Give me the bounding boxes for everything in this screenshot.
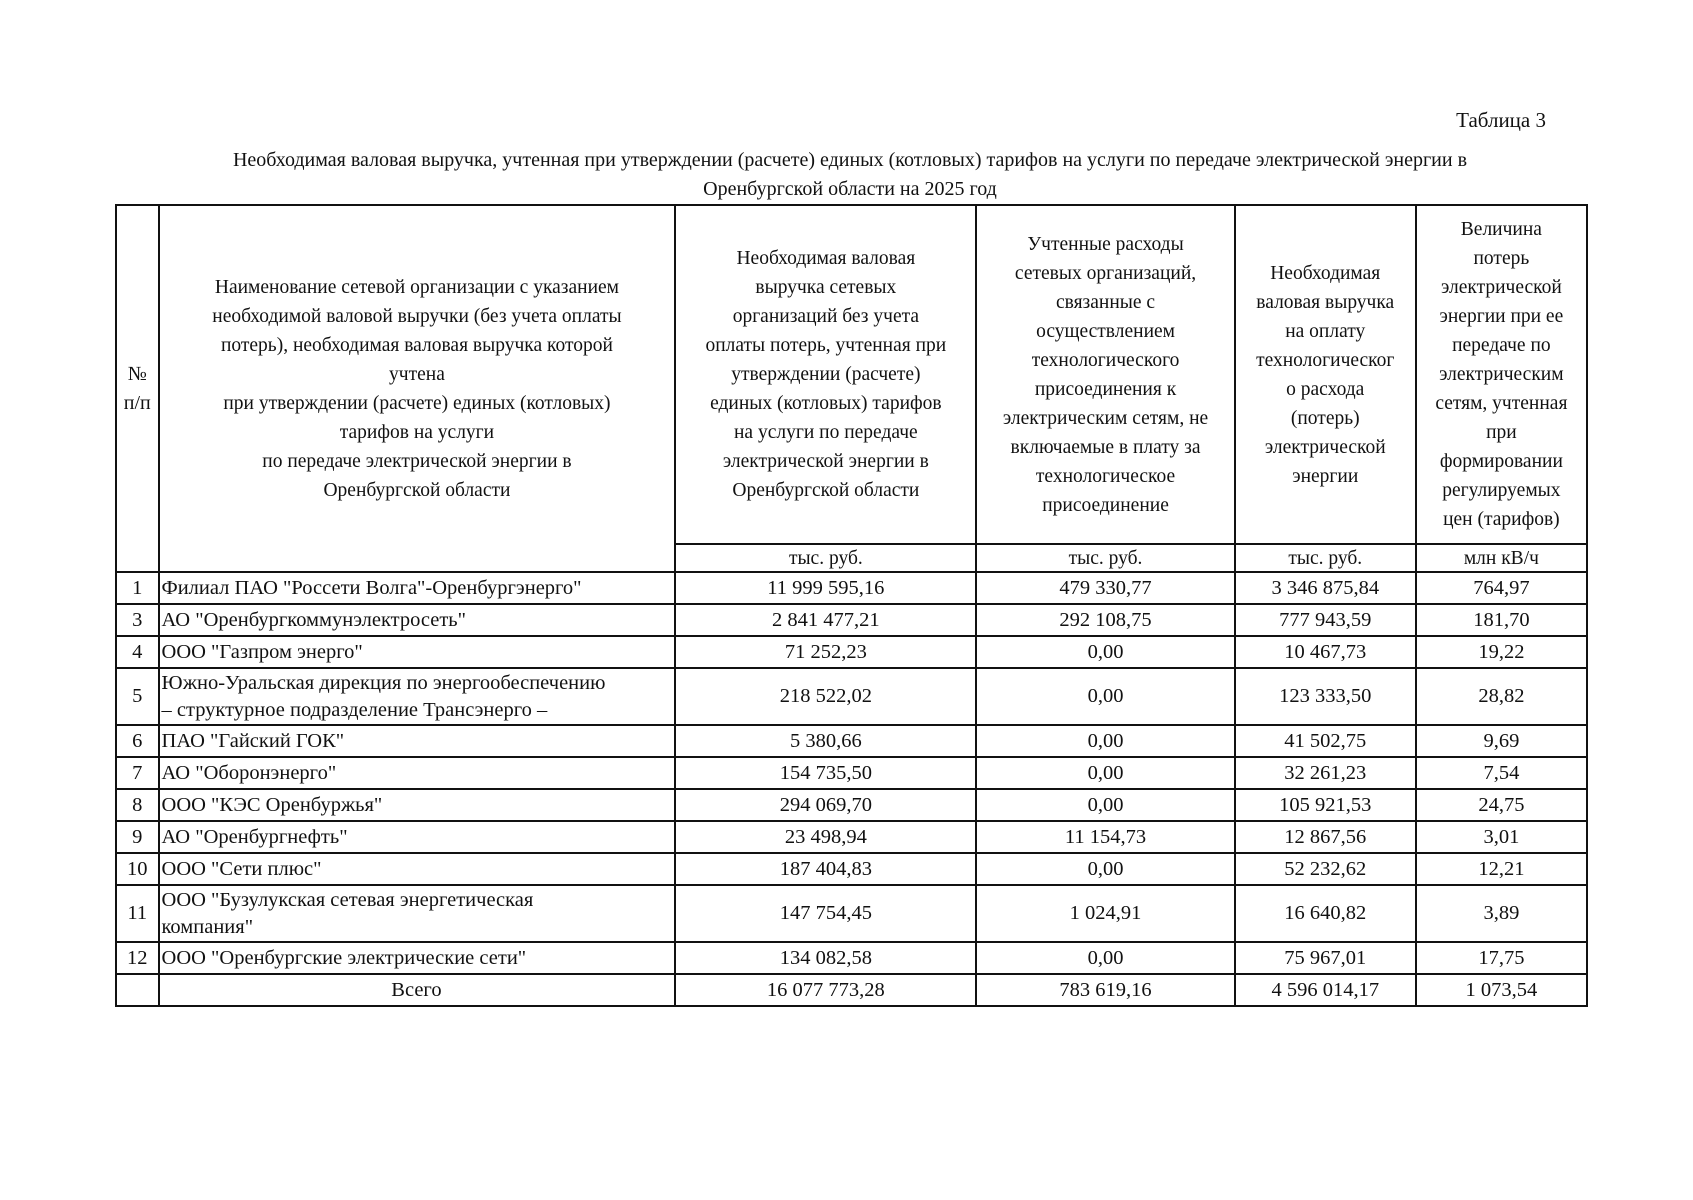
nvv-value: 294 069,70 — [675, 789, 976, 821]
losses-volume-value: 3,89 — [1416, 885, 1587, 942]
table-body — [116, 572, 1587, 1006]
tech-connection-value: 0,00 — [976, 636, 1234, 668]
organization-name: ООО "Газпром энерго" — [159, 636, 676, 668]
unit-losses-volume: млн кВ/ч — [1416, 544, 1587, 572]
row-number: 11 — [116, 885, 159, 942]
organization-name: Всего — [159, 974, 676, 1006]
organization-name: ООО "Сети плюс" — [159, 853, 676, 885]
nvv-value: 16 077 773,28 — [675, 974, 976, 1006]
header-tech-connection: Учтенные расходы сетевых организаций, связанные с осуществлением технологического присоединения к электрическим сетям, не включаемые в плату за технологическое присоединение — [976, 205, 1234, 544]
tech-connection-value: 0,00 — [976, 853, 1234, 885]
organization-name: АО "Оборонэнерго" — [159, 757, 676, 789]
organization-name: ООО "Оренбургские электрические сети" — [159, 942, 676, 974]
row-number — [116, 974, 159, 1006]
table-row — [116, 885, 1587, 942]
header-num: № п/п — [116, 205, 159, 572]
row-number: 9 — [116, 821, 159, 853]
nvv-value: 11 999 595,16 — [675, 572, 976, 604]
losses-volume-value: 9,69 — [1416, 725, 1587, 757]
header-nvv: Необходимая валовая выручка сетевых организаций без учета оплаты потерь, учтенная при утверждении (расчете) единых (котловых) тарифов на услуги по передаче электрической энергии в Оренбургской области — [675, 205, 976, 544]
losses-volume-value: 17,75 — [1416, 942, 1587, 974]
losses-volume-value: 764,97 — [1416, 572, 1587, 604]
row-number: 3 — [116, 604, 159, 636]
row-number: 10 — [116, 853, 159, 885]
organization-name: ООО "Бузулукская сетевая энергетическая компания" — [159, 885, 676, 942]
table-row — [116, 789, 1587, 821]
losses-volume-value: 28,82 — [1416, 668, 1587, 725]
row-number: 1 — [116, 572, 159, 604]
tech-connection-value: 0,00 — [976, 725, 1234, 757]
table-row — [116, 572, 1587, 604]
header-losses-cost: Необходимая валовая выручка на оплату технологическог о расхода (потерь) электрической энергии — [1235, 205, 1416, 544]
tech-connection-value: 1 024,91 — [976, 885, 1234, 942]
tech-connection-value: 783 619,16 — [976, 974, 1234, 1006]
unit-losses-cost: тыс. руб. — [1235, 544, 1416, 572]
organization-name: Филиал ПАО "Россети Волга"-Оренбургэнерго" — [159, 572, 676, 604]
losses-volume-value: 1 073,54 — [1416, 974, 1587, 1006]
table-row — [116, 853, 1587, 885]
losses-cost-value: 123 333,50 — [1235, 668, 1416, 725]
tech-connection-value: 0,00 — [976, 942, 1234, 974]
losses-volume-value: 7,54 — [1416, 757, 1587, 789]
organization-name: Южно-Уральская дирекция по энергообеспечению – структурное подразделение Трансэнерго – — [159, 668, 676, 725]
header-losses-volume: Величина потерь электрической энергии при ее передаче по электрическим сетям, учтенная при формировании регулируемых цен (тарифов) — [1416, 205, 1587, 544]
table-header-row — [116, 205, 1587, 544]
row-number: 5 — [116, 668, 159, 725]
losses-cost-value: 4 596 014,17 — [1235, 974, 1416, 1006]
row-number: 7 — [116, 757, 159, 789]
organization-name: ПАО "Гайский ГОК" — [159, 725, 676, 757]
nvv-value: 154 735,50 — [675, 757, 976, 789]
losses-cost-value: 52 232,62 — [1235, 853, 1416, 885]
nvv-value: 2 841 477,21 — [675, 604, 976, 636]
tech-connection-value: 11 154,73 — [976, 821, 1234, 853]
nvv-value: 23 498,94 — [675, 821, 976, 853]
losses-volume-value: 19,22 — [1416, 636, 1587, 668]
row-number: 4 — [116, 636, 159, 668]
table-label: Таблица 3 — [1456, 108, 1546, 132]
losses-volume-value: 3,01 — [1416, 821, 1587, 853]
tariff-table — [115, 204, 1588, 1007]
organization-name: ООО "КЭС Оренбуржья" — [159, 789, 676, 821]
losses-cost-value: 12 867,56 — [1235, 821, 1416, 853]
unit-nvv: тыс. руб. — [675, 544, 976, 572]
document-title — [120, 146, 1580, 204]
losses-cost-value: 16 640,82 — [1235, 885, 1416, 942]
table-row — [116, 942, 1587, 974]
losses-cost-value: 41 502,75 — [1235, 725, 1416, 757]
table-row — [116, 636, 1587, 668]
losses-volume-value: 181,70 — [1416, 604, 1587, 636]
losses-cost-value: 3 346 875,84 — [1235, 572, 1416, 604]
tech-connection-value: 292 108,75 — [976, 604, 1234, 636]
document-title-line-2: Оренбургской области на 2025 год — [703, 178, 997, 200]
tech-connection-value: 0,00 — [976, 757, 1234, 789]
nvv-value: 218 522,02 — [675, 668, 976, 725]
losses-cost-value: 75 967,01 — [1235, 942, 1416, 974]
nvv-value: 147 754,45 — [675, 885, 976, 942]
table-total-row — [116, 974, 1587, 1006]
nvv-value: 71 252,23 — [675, 636, 976, 668]
losses-cost-value: 32 261,23 — [1235, 757, 1416, 789]
document-title-line-1: Необходимая валовая выручка, учтенная при утверждении (расчете) единых (котловых) тарифов на услуги по передаче электрической энергии в — [232, 149, 1468, 171]
nvv-value: 187 404,83 — [675, 853, 976, 885]
losses-volume-value: 24,75 — [1416, 789, 1587, 821]
organization-name: АО "Оренбургкоммунэлектросеть" — [159, 604, 676, 636]
row-number: 12 — [116, 942, 159, 974]
tech-connection-value: 479 330,77 — [976, 572, 1234, 604]
table-row — [116, 668, 1587, 725]
tech-connection-value: 0,00 — [976, 668, 1234, 725]
losses-volume-value: 12,21 — [1416, 853, 1587, 885]
losses-cost-value: 105 921,53 — [1235, 789, 1416, 821]
losses-cost-value: 10 467,73 — [1235, 636, 1416, 668]
nvv-value: 134 082,58 — [675, 942, 976, 974]
tech-connection-value: 0,00 — [976, 789, 1234, 821]
row-number: 6 — [116, 725, 159, 757]
organization-name: АО "Оренбургнефть" — [159, 821, 676, 853]
table-row — [116, 821, 1587, 853]
header-organization: Наименование сетевой организации с указанием необходимой валовой выручки (без учета оплаты потерь), необходимая валовая выручка которой учтена при утверждении (расчете) единых (котловых) тарифов на услуги по передаче электрической энергии в Оренбургской области — [159, 205, 676, 572]
unit-tech-connection: тыс. руб. — [976, 544, 1234, 572]
row-number: 8 — [116, 789, 159, 821]
table-row — [116, 725, 1587, 757]
nvv-value: 5 380,66 — [675, 725, 976, 757]
losses-cost-value: 777 943,59 — [1235, 604, 1416, 636]
table-row — [116, 757, 1587, 789]
table-row — [116, 604, 1587, 636]
